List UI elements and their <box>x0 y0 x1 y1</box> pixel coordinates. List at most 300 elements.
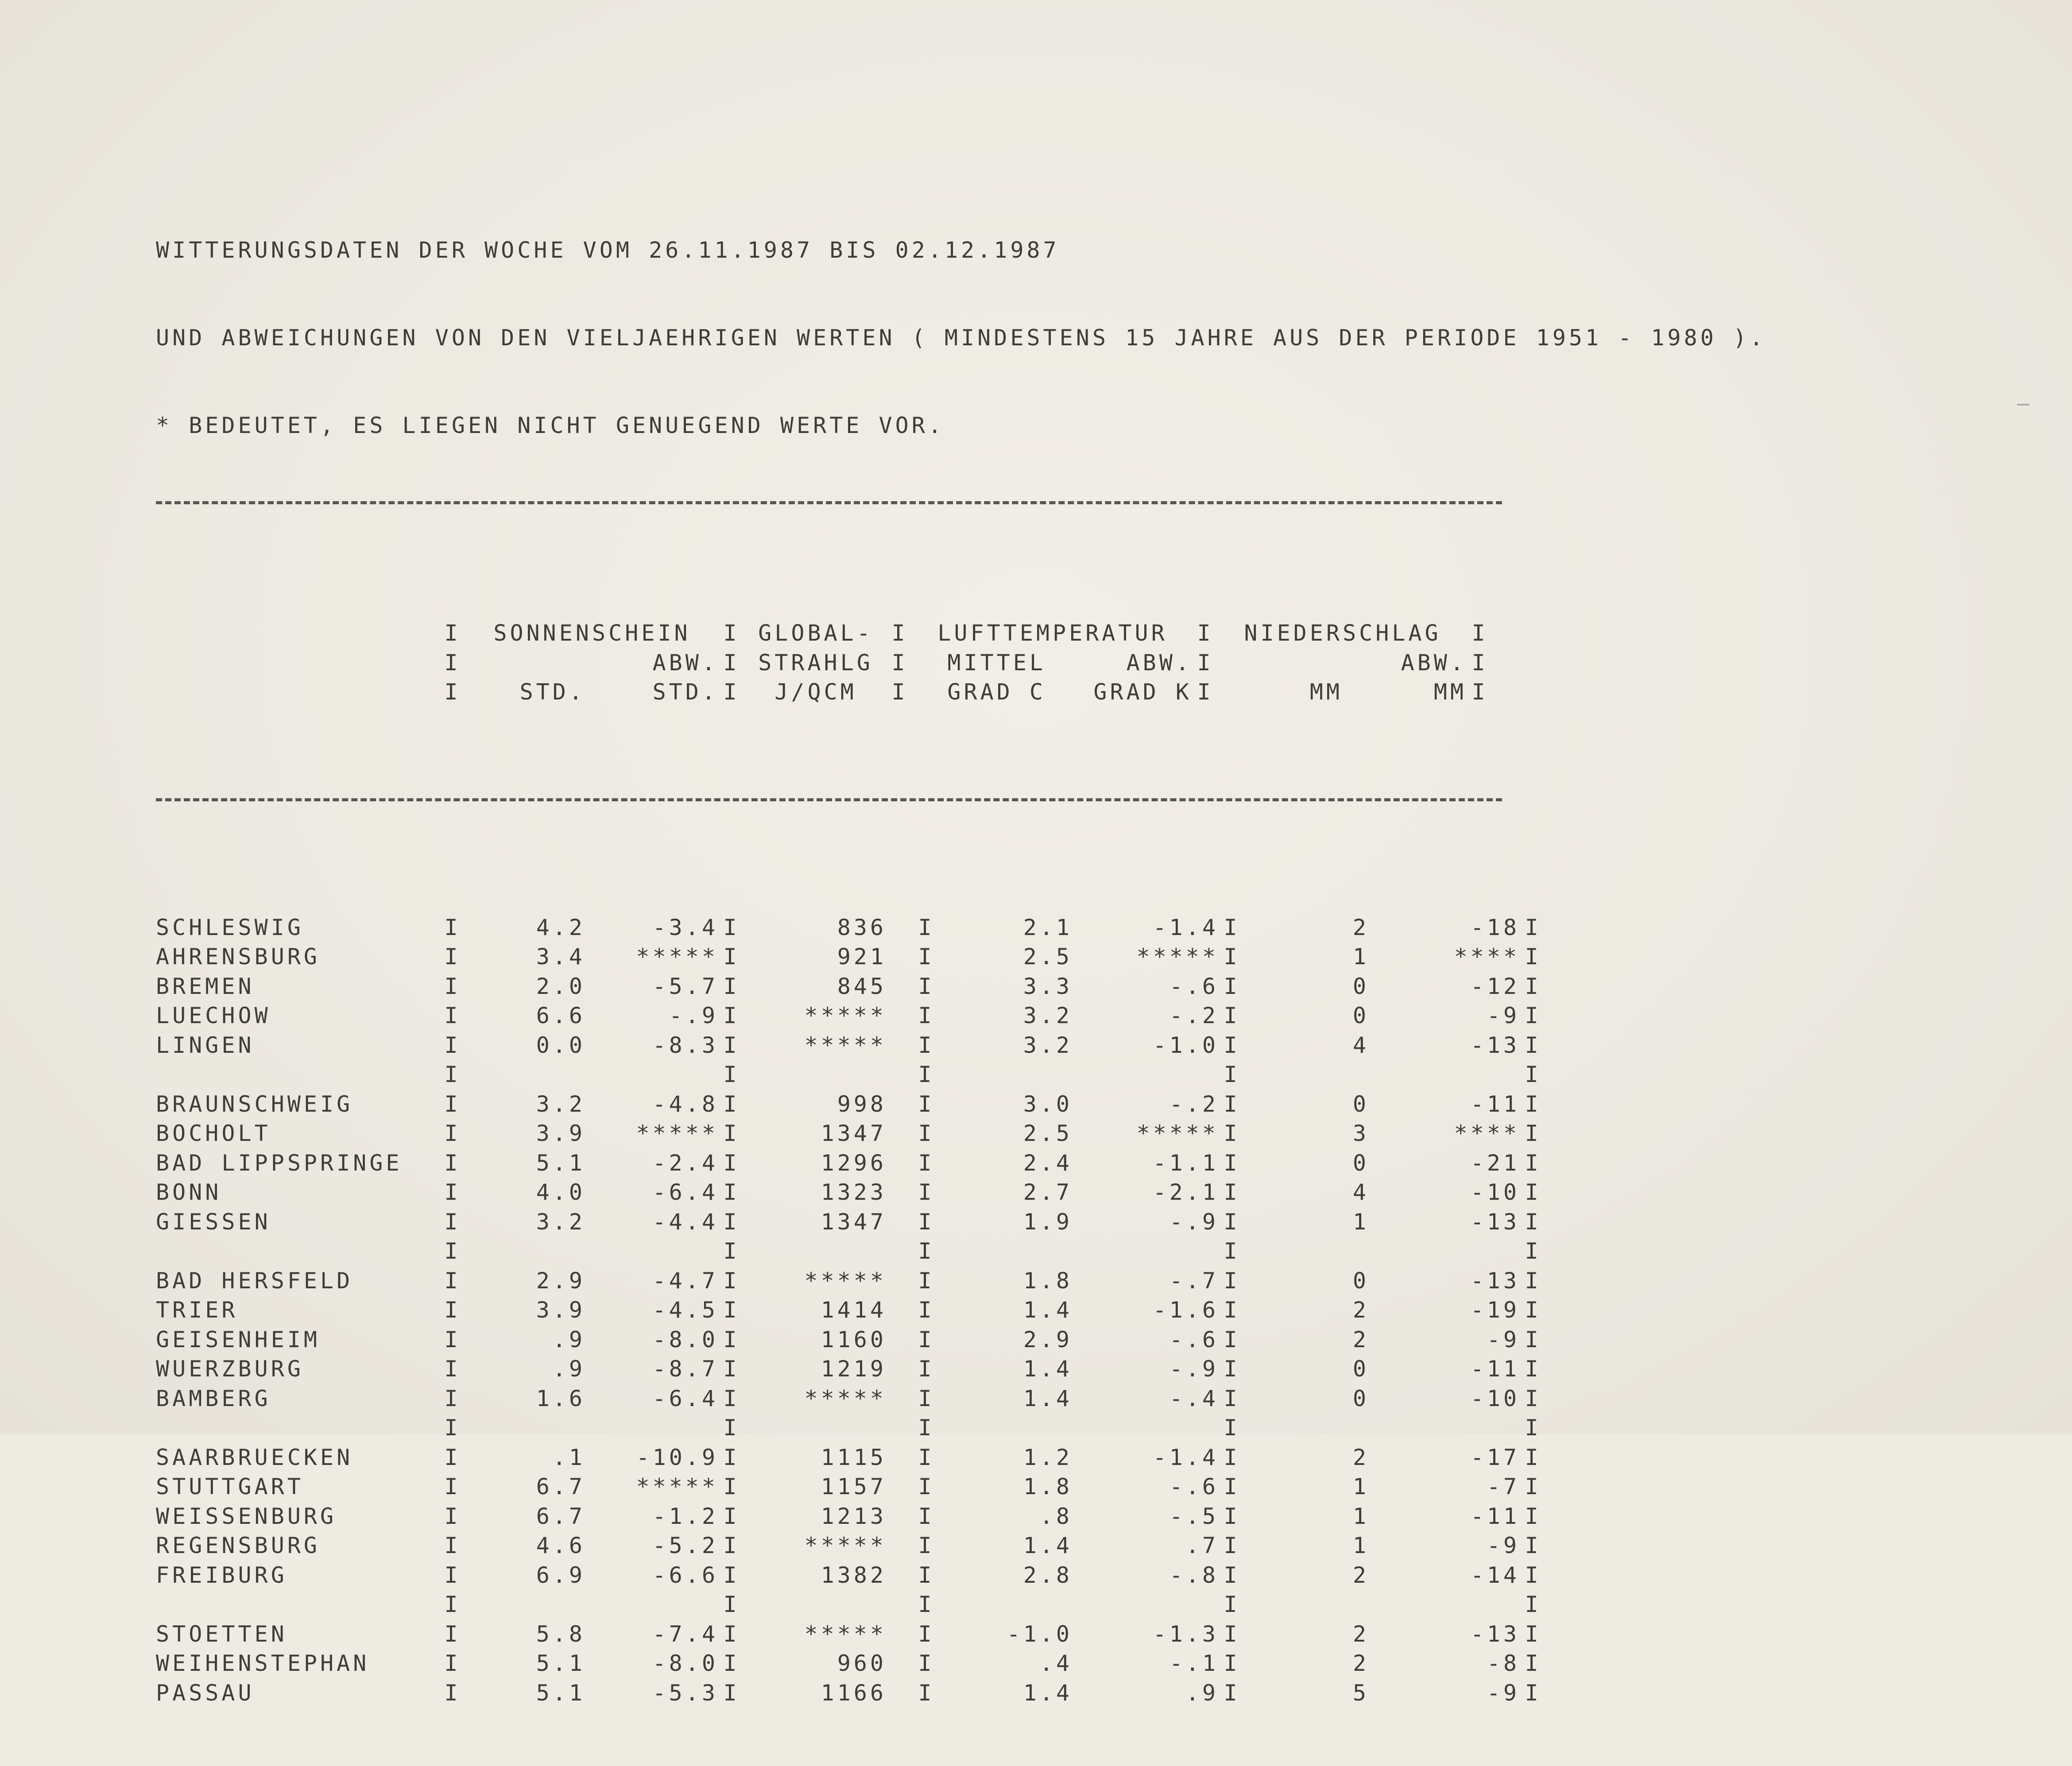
column-separator: I <box>723 1003 740 1029</box>
global-radiation: 1157 <box>821 1474 887 1500</box>
sunshine-deviation: -7.4 <box>652 1621 718 1647</box>
precipitation-deviation: -13 <box>1470 1209 1520 1235</box>
precipitation-deviation: -8 <box>1487 1650 1520 1677</box>
temperature-deviation: -.9 <box>1169 1356 1219 1382</box>
column-separator: I <box>1525 1533 1541 1559</box>
sunshine-hours: 3.2 <box>536 1209 585 1235</box>
precipitation-mm: 2 <box>1352 1650 1369 1677</box>
column-separator: I <box>723 914 740 940</box>
sunshine-hours: 4.2 <box>536 914 585 940</box>
column-separator: I <box>444 1209 461 1235</box>
sunshine-hours: 1.6 <box>536 1385 585 1411</box>
global-radiation: ***** <box>804 1533 887 1559</box>
station-name: BREMEN <box>156 973 255 999</box>
column-separator: I <box>1197 620 1214 646</box>
column-separator: I <box>1525 1356 1541 1382</box>
sunshine-deviation: ***** <box>636 1121 718 1147</box>
column-separator: I <box>444 1003 461 1029</box>
column-separator: I <box>444 1356 461 1382</box>
global-radiation: 836 <box>837 914 887 940</box>
station-row <box>156 1561 1546 1590</box>
station-row <box>156 1502 1546 1531</box>
precipitation-deviation: -14 <box>1470 1562 1520 1588</box>
column-separator: I <box>723 1385 740 1411</box>
column-separator: I <box>723 1268 740 1294</box>
global-radiation: 1160 <box>821 1326 887 1353</box>
column-separator: I <box>1525 1621 1541 1647</box>
column-separator: I <box>1525 1032 1541 1058</box>
precipitation-deviation: -9 <box>1487 1326 1520 1353</box>
column-separator: I <box>1525 914 1541 940</box>
precipitation-deviation: **** <box>1454 1121 1520 1147</box>
column-separator: I <box>723 620 740 646</box>
column-separator: I <box>723 1209 740 1235</box>
column-separator: I <box>1525 973 1541 999</box>
column-separator: I <box>1525 944 1541 970</box>
column-separator: I <box>1224 1356 1240 1382</box>
precipitation-mm: 0 <box>1352 1091 1369 1117</box>
column-separator: I <box>444 1562 461 1588</box>
column-separator: I <box>444 1062 461 1088</box>
temperature-mean: 2.5 <box>1023 944 1073 970</box>
column-separator: I <box>444 1621 461 1647</box>
column-separator: I <box>444 1533 461 1559</box>
global-radiation: ***** <box>804 1268 887 1294</box>
sunshine-hours: 6.9 <box>536 1562 585 1588</box>
global-radiation: 845 <box>837 973 887 999</box>
global-radiation: 1219 <box>821 1356 887 1382</box>
column-separator: I <box>444 1592 461 1618</box>
precipitation-deviation: -13 <box>1470 1032 1520 1058</box>
temperature-deviation: -.2 <box>1169 1091 1219 1117</box>
column-separator: I <box>918 1179 935 1206</box>
column-separator: I <box>1224 1091 1240 1117</box>
precipitation-deviation: -11 <box>1470 1356 1520 1382</box>
column-header-table <box>156 618 1493 707</box>
column-separator: I <box>918 1032 935 1058</box>
sunshine-deviation: -4.8 <box>652 1091 718 1117</box>
column-separator: I <box>1525 1562 1541 1588</box>
station-name: GEISENHEIM <box>156 1326 321 1353</box>
sunshine-deviation: -6.4 <box>652 1179 718 1206</box>
temperature-deviation: -.6 <box>1169 1326 1219 1353</box>
sunshine-deviation: ***** <box>636 944 718 970</box>
header-sun-std: STD. <box>519 679 585 705</box>
column-separator: I <box>723 1650 740 1677</box>
temperature-deviation: .7 <box>1185 1533 1219 1559</box>
column-separator: I <box>444 649 461 676</box>
temperature-deviation: ***** <box>1136 1121 1219 1147</box>
column-separator: I <box>723 679 740 705</box>
temperature-deviation: -1.4 <box>1153 914 1219 940</box>
column-separator: I <box>723 1680 740 1706</box>
column-separator: I <box>1525 1238 1541 1264</box>
column-separator: I <box>1224 1621 1240 1647</box>
header-precip-abw: ABW. <box>1401 649 1467 676</box>
station-data-table <box>156 913 1546 1708</box>
column-separator: I <box>444 1150 461 1176</box>
temperature-mean: 3.2 <box>1023 1032 1073 1058</box>
station-name: AHRENSBURG <box>156 944 321 970</box>
temperature-mean: 1.4 <box>1023 1356 1073 1382</box>
station-row <box>156 1649 1546 1678</box>
temperature-mean: 1.9 <box>1023 1209 1073 1235</box>
temperature-deviation: -.8 <box>1169 1562 1219 1588</box>
column-separator: I <box>444 1680 461 1706</box>
column-separator: I <box>1224 1503 1240 1529</box>
header-row-3 <box>156 677 1493 707</box>
station-row <box>156 1472 1546 1502</box>
column-separator: I <box>444 1503 461 1529</box>
temperature-deviation: -.7 <box>1169 1268 1219 1294</box>
temperature-deviation: -1.4 <box>1153 1444 1219 1470</box>
column-separator: I <box>1197 679 1214 705</box>
temperature-deviation: -.9 <box>1169 1209 1219 1235</box>
column-separator: I <box>918 973 935 999</box>
report-title: WITTERUNGSDATEN DER WOCHE VOM 26.11.1987 BIS 02.12.1987 <box>156 237 1060 263</box>
station-name: LINGEN <box>156 1032 255 1058</box>
column-separator: I <box>444 1121 461 1147</box>
column-separator: I <box>1525 1326 1541 1353</box>
precipitation-mm: 5 <box>1352 1680 1369 1706</box>
station-row <box>156 1119 1546 1148</box>
sunshine-hours: 4.6 <box>536 1533 585 1559</box>
station-name: GIESSEN <box>156 1209 271 1235</box>
column-separator: I <box>723 1297 740 1323</box>
precipitation-mm: 0 <box>1352 1385 1369 1411</box>
global-radiation: 1213 <box>821 1503 887 1529</box>
header-precipitation: NIEDERSCHLAG <box>1244 620 1441 646</box>
column-separator: I <box>1224 1592 1240 1618</box>
station-name: REGENSBURG <box>156 1533 321 1559</box>
column-separator: I <box>1525 1680 1541 1706</box>
header-grad-c: GRAD C <box>947 679 1046 705</box>
column-separator: I <box>723 1503 740 1529</box>
global-radiation: 1414 <box>821 1297 887 1323</box>
station-row <box>156 1295 1546 1325</box>
group-spacer-row <box>156 1060 1546 1090</box>
precipitation-deviation: -9 <box>1487 1680 1520 1706</box>
column-separator: I <box>1224 1680 1240 1706</box>
column-separator: I <box>1525 1268 1541 1294</box>
column-separator: I <box>723 1474 740 1500</box>
sunshine-deviation: -8.0 <box>652 1326 718 1353</box>
column-separator: I <box>918 1297 935 1323</box>
temperature-mean: 1.4 <box>1023 1533 1073 1559</box>
global-radiation: 1296 <box>821 1150 887 1176</box>
sunshine-hours: 3.9 <box>536 1121 585 1147</box>
header-sun-abw-std: STD. <box>652 679 718 705</box>
station-row <box>156 1325 1546 1355</box>
station-row <box>156 1531 1546 1561</box>
header-mittel: MITTEL <box>947 649 1046 676</box>
global-radiation: ***** <box>804 1003 887 1029</box>
precipitation-deviation: -9 <box>1487 1533 1520 1559</box>
column-separator: I <box>444 1444 461 1470</box>
precipitation-deviation: -11 <box>1470 1091 1520 1117</box>
column-separator: I <box>918 1062 935 1088</box>
header-abw-mm: MM <box>1433 679 1467 705</box>
global-radiation: ***** <box>804 1621 887 1647</box>
header-sun-abw: ABW. <box>652 649 718 676</box>
column-separator: I <box>1224 1444 1240 1470</box>
column-separator: I <box>1224 1238 1240 1264</box>
global-radiation: ***** <box>804 1032 887 1058</box>
sunshine-deviation: -2.4 <box>652 1150 718 1176</box>
precipitation-deviation: -11 <box>1470 1503 1520 1529</box>
column-separator: I <box>444 1297 461 1323</box>
sunshine-hours: 5.1 <box>536 1680 585 1706</box>
station-name: STOETTEN <box>156 1621 287 1647</box>
column-separator: I <box>723 1179 740 1206</box>
header-row-1 <box>156 618 1493 648</box>
precipitation-deviation: -12 <box>1470 973 1520 999</box>
temperature-deviation: -1.1 <box>1153 1150 1219 1176</box>
sunshine-hours: .1 <box>552 1444 585 1470</box>
column-separator: I <box>444 1474 461 1500</box>
precipitation-deviation: -17 <box>1470 1444 1520 1470</box>
sunshine-deviation: -8.3 <box>652 1032 718 1058</box>
column-separator: I <box>918 1268 935 1294</box>
station-name: LUECHOW <box>156 1003 271 1029</box>
global-radiation: 921 <box>837 944 887 970</box>
column-separator: I <box>1224 973 1240 999</box>
station-row <box>156 942 1546 972</box>
sunshine-hours: 3.4 <box>536 944 585 970</box>
column-separator: I <box>1224 1415 1240 1441</box>
temperature-mean: 3.0 <box>1023 1091 1073 1117</box>
column-separator: I <box>1224 1562 1240 1588</box>
column-separator: I <box>723 1150 740 1176</box>
sunshine-hours: 5.8 <box>536 1621 585 1647</box>
temperature-deviation: -.2 <box>1169 1003 1219 1029</box>
sunshine-deviation: -5.7 <box>652 973 718 999</box>
temperature-mean: 3.2 <box>1023 1003 1073 1029</box>
column-separator: I <box>723 1621 740 1647</box>
station-name: SAARBRUECKEN <box>156 1444 353 1470</box>
global-radiation: 960 <box>837 1650 887 1677</box>
precipitation-deviation: -18 <box>1470 914 1520 940</box>
header-temp-abw: ABW. <box>1126 649 1192 676</box>
temperature-mean: 1.8 <box>1023 1268 1073 1294</box>
temperature-mean: .8 <box>1039 1503 1073 1529</box>
sunshine-deviation: -4.7 <box>652 1268 718 1294</box>
station-name: BAD HERSFELD <box>156 1268 353 1294</box>
column-separator: I <box>1224 1032 1240 1058</box>
global-radiation: 1115 <box>821 1444 887 1470</box>
column-separator: I <box>918 1150 935 1176</box>
station-name: WEISSENBURG <box>156 1503 337 1529</box>
column-separator: I <box>444 1415 461 1441</box>
station-row <box>156 1031 1546 1060</box>
precipitation-deviation: -13 <box>1470 1621 1520 1647</box>
station-name: FREIBURG <box>156 1562 287 1588</box>
sunshine-deviation: -8.0 <box>652 1650 718 1677</box>
global-radiation: ***** <box>804 1385 887 1411</box>
column-separator: I <box>723 1562 740 1588</box>
station-row <box>156 1148 1546 1178</box>
column-separator: I <box>918 1592 935 1618</box>
sunshine-hours: 0.0 <box>536 1032 585 1058</box>
column-separator: I <box>444 679 461 705</box>
precipitation-deviation: -13 <box>1470 1268 1520 1294</box>
column-separator: I <box>1224 1003 1240 1029</box>
sunshine-deviation: -.9 <box>669 1003 718 1029</box>
temperature-mean: 1.2 <box>1023 1444 1073 1470</box>
station-name: STUTTGART <box>156 1474 304 1500</box>
sunshine-hours: 2.9 <box>536 1268 585 1294</box>
column-separator: I <box>1525 1121 1541 1147</box>
column-separator: I <box>1224 1650 1240 1677</box>
precipitation-mm: 0 <box>1352 973 1369 999</box>
group-spacer-row <box>156 1590 1546 1619</box>
sunshine-hours: 6.7 <box>536 1474 585 1500</box>
column-separator: I <box>1525 1209 1541 1235</box>
dashed-rule-top <box>156 501 1502 513</box>
column-separator: I <box>723 944 740 970</box>
temperature-mean: 2.7 <box>1023 1179 1073 1206</box>
column-separator: I <box>918 1415 935 1441</box>
sunshine-deviation: -3.4 <box>652 914 718 940</box>
global-radiation: 1166 <box>821 1680 887 1706</box>
column-separator: I <box>444 944 461 970</box>
report-legend-note: * BEDEUTET, ES LIEGEN NICHT GENUEGEND WERTE VOR. <box>156 413 945 438</box>
column-separator: I <box>1197 649 1214 676</box>
paper-speck <box>2017 404 2029 406</box>
sunshine-deviation: -6.6 <box>652 1562 718 1588</box>
temperature-deviation: -1.0 <box>1153 1032 1219 1058</box>
station-name: PASSAU <box>156 1680 255 1706</box>
column-separator: I <box>444 620 461 646</box>
global-radiation: 1382 <box>821 1562 887 1588</box>
precipitation-mm: 0 <box>1352 1356 1369 1382</box>
column-separator: I <box>918 1091 935 1117</box>
column-separator: I <box>1472 679 1488 705</box>
column-separator: I <box>444 914 461 940</box>
station-row <box>156 1443 1546 1472</box>
temperature-mean: 1.4 <box>1023 1385 1073 1411</box>
station-name: BRAUNSCHWEIG <box>156 1091 353 1117</box>
group-spacer-row <box>156 1237 1546 1266</box>
precipitation-mm: 0 <box>1352 1003 1369 1029</box>
dashed-rule-header <box>156 798 1502 810</box>
precipitation-mm: 1 <box>1352 1474 1369 1500</box>
temperature-mean: 2.9 <box>1023 1326 1073 1353</box>
station-row <box>156 1619 1546 1649</box>
global-radiation: 1323 <box>821 1179 887 1206</box>
temperature-deviation: -.6 <box>1169 973 1219 999</box>
column-separator: I <box>723 1032 740 1058</box>
column-separator: I <box>918 1444 935 1470</box>
precipitation-deviation: -10 <box>1470 1179 1520 1206</box>
column-separator: I <box>723 1238 740 1264</box>
column-separator: I <box>723 1415 740 1441</box>
station-row <box>156 913 1546 943</box>
temperature-deviation: -.6 <box>1169 1474 1219 1500</box>
column-separator: I <box>1525 1444 1541 1470</box>
report-subtitle: UND ABWEICHUNGEN VON DEN VIELJAEHRIGEN WERTEN ( MINDESTENS 15 JAHRE AUS DER PERIODE 1951 - 1980 ). <box>156 325 1766 351</box>
column-separator: I <box>723 649 740 676</box>
precipitation-deviation: -19 <box>1470 1297 1520 1323</box>
sunshine-deviation: -5.2 <box>652 1533 718 1559</box>
column-separator: I <box>1525 1297 1541 1323</box>
column-separator: I <box>1525 1003 1541 1029</box>
sunshine-deviation: -8.7 <box>652 1356 718 1382</box>
column-separator: I <box>1224 1150 1240 1176</box>
column-separator: I <box>1525 1650 1541 1677</box>
column-separator: I <box>1224 1326 1240 1353</box>
column-separator: I <box>1224 1297 1240 1323</box>
column-separator: I <box>918 1209 935 1235</box>
group-spacer-row <box>156 1413 1546 1443</box>
global-radiation: 1347 <box>821 1121 887 1147</box>
precipitation-mm: 1 <box>1352 1503 1369 1529</box>
precipitation-deviation: -9 <box>1487 1003 1520 1029</box>
column-separator: I <box>918 1650 935 1677</box>
temperature-deviation: -2.1 <box>1153 1179 1219 1206</box>
column-separator: I <box>1525 1415 1541 1441</box>
precipitation-deviation: -21 <box>1470 1150 1520 1176</box>
precipitation-mm: 2 <box>1352 1562 1369 1588</box>
station-name: BONN <box>156 1179 222 1206</box>
column-separator: I <box>1525 1091 1541 1117</box>
column-separator: I <box>891 679 908 705</box>
column-separator: I <box>918 1385 935 1411</box>
temperature-mean: .4 <box>1039 1650 1073 1677</box>
column-separator: I <box>723 1356 740 1382</box>
header-global-unit: J/QCM <box>775 679 857 705</box>
column-separator: I <box>1224 1121 1240 1147</box>
station-row <box>156 1207 1546 1237</box>
temperature-mean: 3.3 <box>1023 973 1073 999</box>
temperature-mean: -1.0 <box>1007 1621 1073 1647</box>
precipitation-mm: 1 <box>1352 1533 1369 1559</box>
column-separator: I <box>1525 1592 1541 1618</box>
temperature-deviation: -1.6 <box>1153 1297 1219 1323</box>
temperature-mean: 1.4 <box>1023 1680 1073 1706</box>
column-separator: I <box>1224 1209 1240 1235</box>
column-separator: I <box>1224 1062 1240 1088</box>
header-grad-k: GRAD K <box>1093 679 1192 705</box>
header-global: GLOBAL- <box>758 620 873 646</box>
station-row <box>156 1266 1546 1296</box>
precipitation-mm: 0 <box>1352 1150 1369 1176</box>
sunshine-deviation: -1.2 <box>652 1503 718 1529</box>
column-separator: I <box>1525 1385 1541 1411</box>
column-separator: I <box>1525 1503 1541 1529</box>
column-separator: I <box>918 914 935 940</box>
column-separator: I <box>723 1592 740 1618</box>
temperature-deviation: ***** <box>1136 944 1219 970</box>
station-row <box>156 1178 1546 1207</box>
column-separator: I <box>1224 1474 1240 1500</box>
temperature-deviation: .9 <box>1185 1680 1219 1706</box>
precipitation-mm: 2 <box>1352 914 1369 940</box>
precipitation-mm: 4 <box>1352 1179 1369 1206</box>
station-name: WEIHENSTEPHAN <box>156 1650 370 1677</box>
station-row <box>156 1090 1546 1119</box>
header-mm: MM <box>1309 679 1343 705</box>
column-separator: I <box>723 1062 740 1088</box>
station-name: BAMBERG <box>156 1385 271 1411</box>
column-separator: I <box>918 1003 935 1029</box>
sunshine-hours: 3.9 <box>536 1297 585 1323</box>
column-separator: I <box>723 1444 740 1470</box>
station-row <box>156 1354 1546 1384</box>
column-separator: I <box>1472 649 1488 676</box>
column-separator: I <box>1525 1150 1541 1176</box>
column-separator: I <box>918 1121 935 1147</box>
